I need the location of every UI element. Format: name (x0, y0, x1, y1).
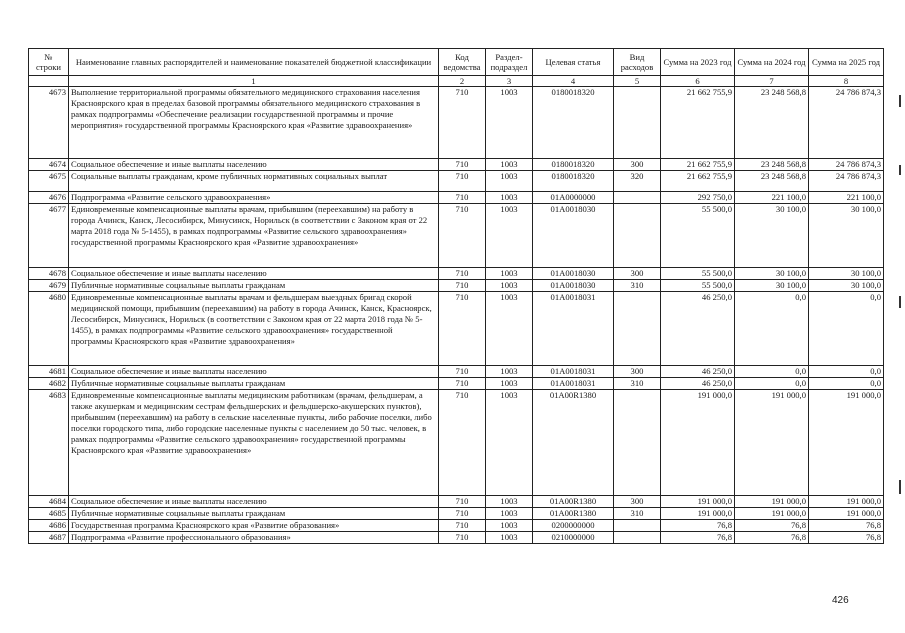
sum-2025: 30 100,0 (809, 268, 884, 280)
department-code: 710 (439, 520, 486, 532)
row-number: 4681 (29, 366, 69, 378)
row-name: Подпрограмма «Развитие сельского здравоохранения» (69, 192, 439, 204)
table-row (29, 268, 884, 280)
table-row (29, 171, 884, 192)
column-index: 4 (533, 76, 614, 87)
header-expense-type: Вид расходов (614, 49, 661, 76)
table-row (29, 520, 884, 532)
section-code: 1003 (486, 159, 533, 171)
section-code: 1003 (486, 390, 533, 496)
table-row (29, 496, 884, 508)
target-article: 01А00R1380 (533, 508, 614, 520)
sum-2024: 191 000,0 (735, 508, 809, 520)
sum-2025: 191 000,0 (809, 508, 884, 520)
expense-type (614, 87, 661, 159)
table-row (29, 366, 884, 378)
sum-2024: 30 100,0 (735, 204, 809, 268)
row-name: Единовременные компенсационные выплаты врачам, прибывшим (переехавшим) на работу в города Ачинск, Канск, Лесосибирск, Минусинск, Норильск (в соответствии с Законом края от 22 марта 2018 года № 5-1455), в рамках подпрограммы «Развитие сельского здравоохранения» государственной программы Красноярского края «Развитие здравоохранения» (69, 204, 439, 268)
row-number: 4687 (29, 532, 69, 544)
section-code: 1003 (486, 378, 533, 390)
department-code: 710 (439, 159, 486, 171)
column-index: 7 (735, 76, 809, 87)
row-name: Единовременные компенсационные выплаты медицинским работникам (врачам, фельдшерам, а также акушеркам и медицинским сестрам фельдшерских и фельдшерско-акушерских пунктов), прибывшим (переехавшим) на работу в сельские населенные пункты, либо рабочие поселки, либо поселки городского типа, либо городские населенные пункты с населением до 50 тыс. человек, в рамках подпрограммы «Развитие сельского здравоохранения» государственной программы Красноярского края «Развитие здравоохранения» (69, 390, 439, 496)
target-article: 01А0018031 (533, 292, 614, 366)
column-index-row (29, 76, 884, 87)
sum-2023: 191 000,0 (661, 496, 735, 508)
sum-2023: 55 500,0 (661, 204, 735, 268)
sum-2025: 191 000,0 (809, 496, 884, 508)
row-name: Выполнение территориальной программы обязательного медицинского страхования населения Красноярского края в пределах базовой программы обязательного медицинского страхования в рамках подпрограммы «Обеспечение реализации государственной программы и прочие мероприятия» государственной программы Красноярского края «Развитие здравоохранения» (69, 87, 439, 159)
row-name: Социальное обеспечение и иные выплаты населению (69, 268, 439, 280)
expense-type: 310 (614, 378, 661, 390)
sum-2025: 76,8 (809, 520, 884, 532)
sum-2025: 30 100,0 (809, 204, 884, 268)
row-number: 4683 (29, 390, 69, 496)
sum-2025: 24 786 874,3 (809, 159, 884, 171)
column-index: 6 (661, 76, 735, 87)
sum-2024: 30 100,0 (735, 268, 809, 280)
sum-2023: 191 000,0 (661, 508, 735, 520)
department-code: 710 (439, 268, 486, 280)
header-department-code: Код ведомства (439, 49, 486, 76)
row-name: Публичные нормативные социальные выплаты гражданам (69, 378, 439, 390)
row-number: 4682 (29, 378, 69, 390)
row-name: Социальные выплаты гражданам, кроме публичных нормативных социальных выплат (69, 171, 439, 192)
sum-2023: 76,8 (661, 532, 735, 544)
expense-type: 300 (614, 159, 661, 171)
sum-2024: 76,8 (735, 520, 809, 532)
row-number: 4675 (29, 171, 69, 192)
scan-edge-mark (899, 165, 901, 175)
target-article: 01А0000000 (533, 192, 614, 204)
table-row (29, 378, 884, 390)
column-index (29, 76, 69, 87)
scan-edge-mark (899, 480, 901, 494)
header-sum-2024: Сумма на 2024 год (735, 49, 809, 76)
scan-edge-mark (899, 296, 901, 308)
sum-2023: 21 662 755,9 (661, 159, 735, 171)
row-number: 4685 (29, 508, 69, 520)
target-article: 0180018320 (533, 87, 614, 159)
department-code: 710 (439, 280, 486, 292)
section-code: 1003 (486, 508, 533, 520)
row-name: Подпрограмма «Развитие профессионального образования» (69, 532, 439, 544)
sum-2025: 0,0 (809, 366, 884, 378)
row-number: 4680 (29, 292, 69, 366)
sum-2024: 23 248 568,8 (735, 87, 809, 159)
expense-type (614, 292, 661, 366)
header-sum-2023: Сумма на 2023 год (661, 49, 735, 76)
header-row-number: № строки (29, 49, 69, 76)
section-code: 1003 (486, 366, 533, 378)
sum-2024: 191 000,0 (735, 390, 809, 496)
target-article: 0210000000 (533, 532, 614, 544)
department-code: 710 (439, 508, 486, 520)
sum-2023: 46 250,0 (661, 378, 735, 390)
section-code: 1003 (486, 496, 533, 508)
row-number: 4677 (29, 204, 69, 268)
section-code: 1003 (486, 532, 533, 544)
header-section-code: Раздел-подраздел (486, 49, 533, 76)
expense-type: 320 (614, 171, 661, 192)
column-index: 8 (809, 76, 884, 87)
target-article: 01А00R1380 (533, 496, 614, 508)
column-index: 5 (614, 76, 661, 87)
row-number: 4676 (29, 192, 69, 204)
table-row (29, 192, 884, 204)
row-number: 4684 (29, 496, 69, 508)
sum-2024: 191 000,0 (735, 496, 809, 508)
table-row (29, 292, 884, 366)
sum-2025: 191 000,0 (809, 390, 884, 496)
section-code: 1003 (486, 171, 533, 192)
department-code: 710 (439, 532, 486, 544)
section-code: 1003 (486, 87, 533, 159)
table-row (29, 532, 884, 544)
target-article: 0200000000 (533, 520, 614, 532)
section-code: 1003 (486, 268, 533, 280)
table-row (29, 159, 884, 171)
sum-2024: 0,0 (735, 292, 809, 366)
expense-type: 300 (614, 268, 661, 280)
sum-2025: 76,8 (809, 532, 884, 544)
sum-2025: 221 100,0 (809, 192, 884, 204)
sum-2025: 0,0 (809, 292, 884, 366)
target-article: 01А0018031 (533, 366, 614, 378)
department-code: 710 (439, 496, 486, 508)
target-article: 0180018320 (533, 171, 614, 192)
expense-type (614, 532, 661, 544)
sum-2023: 46 250,0 (661, 366, 735, 378)
sum-2024: 221 100,0 (735, 192, 809, 204)
department-code: 710 (439, 192, 486, 204)
sum-2023: 55 500,0 (661, 268, 735, 280)
column-index: 3 (486, 76, 533, 87)
target-article: 01А0018031 (533, 378, 614, 390)
row-number: 4686 (29, 520, 69, 532)
column-index: 1 (69, 76, 439, 87)
sum-2023: 21 662 755,9 (661, 171, 735, 192)
department-code: 710 (439, 204, 486, 268)
expense-type: 300 (614, 496, 661, 508)
department-code: 710 (439, 171, 486, 192)
table-row (29, 204, 884, 268)
row-number: 4673 (29, 87, 69, 159)
section-code: 1003 (486, 520, 533, 532)
target-article: 01А0018030 (533, 204, 614, 268)
row-number: 4674 (29, 159, 69, 171)
section-code: 1003 (486, 192, 533, 204)
row-name: Государственная программа Красноярского края «Развитие образования» (69, 520, 439, 532)
sum-2024: 23 248 568,8 (735, 171, 809, 192)
section-code: 1003 (486, 292, 533, 366)
sum-2025: 24 786 874,3 (809, 87, 884, 159)
target-article: 0180018320 (533, 159, 614, 171)
sum-2025: 0,0 (809, 378, 884, 390)
table-row (29, 390, 884, 496)
budget-table (28, 48, 884, 544)
section-code: 1003 (486, 204, 533, 268)
table-row (29, 508, 884, 520)
row-number: 4679 (29, 280, 69, 292)
department-code: 710 (439, 87, 486, 159)
expense-type: 310 (614, 508, 661, 520)
sum-2025: 30 100,0 (809, 280, 884, 292)
column-index: 2 (439, 76, 486, 87)
page-number: 426 (832, 595, 849, 606)
scan-edge-mark (899, 95, 901, 107)
row-name: Публичные нормативные социальные выплаты гражданам (69, 280, 439, 292)
row-name: Единовременные компенсационные выплаты врачам и фельдшерам выездных бригад скорой медицинской помощи, прибывшим (переехавшим) на работу в города Ачинск, Канск, Красноярск, Лесосибирск, Минусинск, Норильск (в соответствии с Законом края от 22 марта 2018 года № 5-1455), в рамках подпрограммы «Развитие сельского здравоохранения» государственной программы Красноярского края «Развитие здравоохранения» (69, 292, 439, 366)
department-code: 710 (439, 292, 486, 366)
sum-2024: 23 248 568,8 (735, 159, 809, 171)
header-sum-2025: Сумма на 2025 год (809, 49, 884, 76)
expense-type: 300 (614, 366, 661, 378)
header-target-article: Целевая статья (533, 49, 614, 76)
section-code: 1003 (486, 280, 533, 292)
department-code: 710 (439, 366, 486, 378)
sum-2023: 76,8 (661, 520, 735, 532)
sum-2023: 21 662 755,9 (661, 87, 735, 159)
sum-2023: 46 250,0 (661, 292, 735, 366)
expense-type (614, 204, 661, 268)
sum-2024: 76,8 (735, 532, 809, 544)
sum-2025: 24 786 874,3 (809, 171, 884, 192)
expense-type (614, 520, 661, 532)
target-article: 01А00R1380 (533, 390, 614, 496)
row-name: Публичные нормативные социальные выплаты гражданам (69, 508, 439, 520)
row-name: Социальное обеспечение и иные выплаты населению (69, 496, 439, 508)
sum-2023: 55 500,0 (661, 280, 735, 292)
header-name: Наименование главных распорядителей и наименование показателей бюджетной классификации (69, 49, 439, 76)
row-name: Социальное обеспечение и иные выплаты населению (69, 159, 439, 171)
expense-type (614, 192, 661, 204)
target-article: 01А0018030 (533, 280, 614, 292)
sum-2024: 0,0 (735, 366, 809, 378)
department-code: 710 (439, 390, 486, 496)
sum-2023: 292 750,0 (661, 192, 735, 204)
target-article: 01А0018030 (533, 268, 614, 280)
row-number: 4678 (29, 268, 69, 280)
expense-type (614, 390, 661, 496)
table-row (29, 87, 884, 159)
expense-type: 310 (614, 280, 661, 292)
row-name: Социальное обеспечение и иные выплаты населению (69, 366, 439, 378)
table-row (29, 280, 884, 292)
sum-2024: 0,0 (735, 378, 809, 390)
department-code: 710 (439, 378, 486, 390)
sum-2024: 30 100,0 (735, 280, 809, 292)
sum-2023: 191 000,0 (661, 390, 735, 496)
